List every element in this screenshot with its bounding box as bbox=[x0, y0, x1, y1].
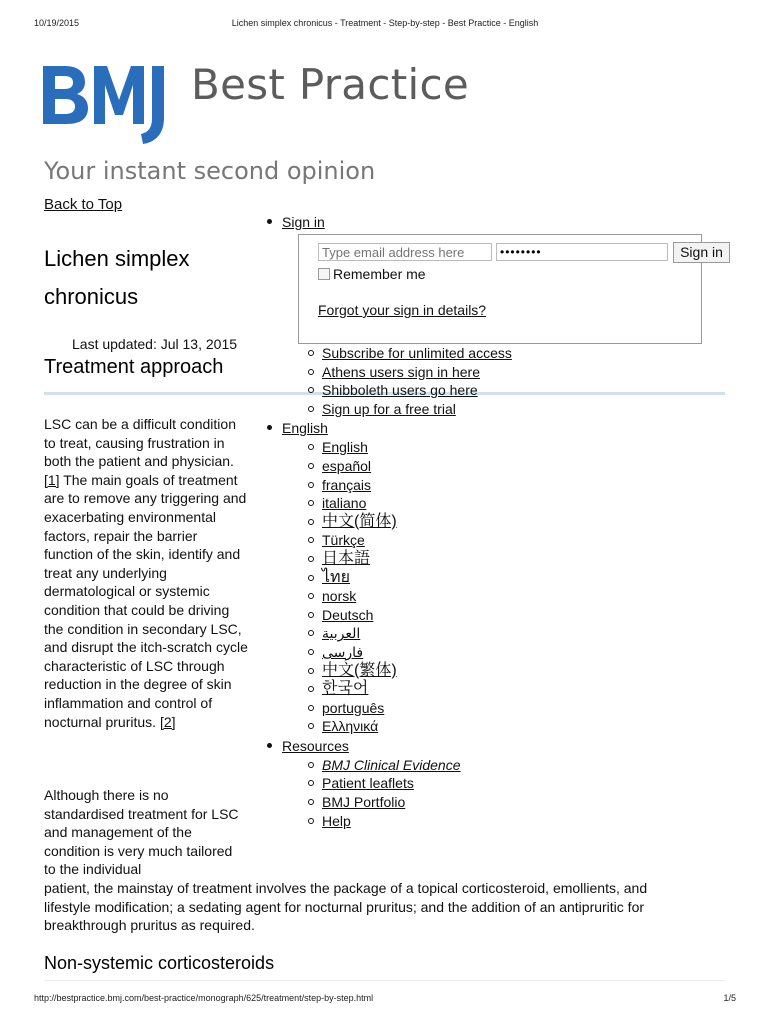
reference-link-1[interactable]: [1] bbox=[44, 471, 60, 488]
bullet-icon bbox=[308, 723, 314, 729]
language-link-deutsch[interactable]: Deutsch bbox=[322, 606, 374, 623]
para2-text-b: patient, the mainstay of treatment involves the package of a topical corticosteroid, emollients, and lifestyle modification; a sedating agent for nocturnal pruritus; and the addition of an antipruritic for breakthrough pruritus as required. bbox=[44, 879, 648, 934]
nav-language-link[interactable]: English bbox=[282, 420, 328, 437]
para2-text-a: Although there is no standardised treatment for LSC and management of the condition is very much tailored to the individual bbox=[44, 787, 239, 878]
side-navigation bbox=[262, 212, 732, 830]
bullet-icon bbox=[308, 537, 314, 543]
nav-language-group bbox=[262, 418, 732, 736]
language-link-espanol[interactable]: español bbox=[322, 457, 372, 474]
nav-signin-link[interactable]: Sign in bbox=[282, 214, 325, 230]
product-name: Best Practice bbox=[191, 60, 470, 109]
list-item bbox=[302, 494, 732, 513]
page-title bbox=[44, 240, 244, 316]
bullet-icon bbox=[308, 350, 314, 356]
list-item bbox=[302, 513, 732, 532]
bullet-icon bbox=[308, 762, 314, 768]
resources-list bbox=[302, 756, 732, 830]
bullet-icon bbox=[308, 463, 314, 469]
print-date: 10/19/2015 bbox=[34, 18, 80, 28]
help-link[interactable]: Help bbox=[322, 812, 351, 829]
reference-link-2[interactable]: [2] bbox=[159, 713, 176, 730]
bmj-logo[interactable] bbox=[43, 60, 469, 144]
bullet-icon bbox=[308, 686, 314, 692]
signin-form bbox=[298, 234, 723, 344]
paragraph-1 bbox=[44, 415, 249, 731]
last-updated: Last updated: Jul 13, 2015 bbox=[72, 336, 238, 352]
bullet-icon bbox=[308, 705, 314, 711]
bullet-icon bbox=[308, 482, 314, 488]
bullet-icon bbox=[308, 500, 314, 506]
nav-resources-link[interactable]: Resources bbox=[282, 737, 349, 754]
nav-resources-group bbox=[262, 736, 732, 830]
bullet-icon bbox=[308, 406, 314, 412]
list-item bbox=[302, 363, 732, 382]
bmj-portfolio-link[interactable]: BMJ Portfolio bbox=[322, 794, 406, 811]
list-item bbox=[302, 587, 732, 606]
signin-button[interactable]: Sign in bbox=[673, 242, 730, 263]
list-item bbox=[302, 438, 732, 457]
email-field[interactable] bbox=[318, 243, 492, 261]
athens-link[interactable]: Athens users sign in here bbox=[322, 363, 480, 380]
print-header bbox=[34, 18, 736, 28]
back-to-top-link[interactable]: Back to Top bbox=[44, 196, 123, 213]
list-item bbox=[302, 699, 732, 718]
language-link-italiano[interactable]: italiano bbox=[322, 495, 367, 512]
list-item bbox=[302, 793, 732, 812]
bullet-icon bbox=[308, 556, 314, 562]
list-item bbox=[302, 756, 732, 775]
language-link-turkce[interactable]: Türkçe bbox=[322, 532, 365, 549]
list-item bbox=[302, 812, 732, 831]
print-url: http://bestpractice.bmj.com/best-practice/monograph/625/treatment/step-by-step.html bbox=[34, 993, 374, 1003]
print-footer bbox=[34, 993, 736, 1003]
nav-signin-group bbox=[262, 212, 732, 418]
clinical-evidence-link[interactable]: BMJ Clinical Evidence bbox=[322, 756, 461, 773]
bullet-icon bbox=[308, 630, 314, 636]
remember-me-label: Remember me bbox=[333, 266, 426, 282]
print-page-number: 1/5 bbox=[723, 993, 736, 1003]
language-link-greek[interactable]: Ελληνικά bbox=[322, 718, 379, 735]
patient-leaflets-link[interactable]: Patient leaflets bbox=[322, 775, 414, 792]
bullet-icon bbox=[308, 575, 314, 581]
subscribe-link[interactable]: Subscribe for unlimited access bbox=[322, 345, 512, 361]
language-link-korean[interactable]: 한국어 bbox=[322, 680, 369, 698]
bullet-icon bbox=[308, 369, 314, 375]
language-link-english[interactable]: English bbox=[322, 439, 368, 456]
bullet-icon bbox=[308, 780, 314, 786]
bullet-icon bbox=[308, 612, 314, 618]
bullet-icon bbox=[308, 799, 314, 805]
list-item bbox=[302, 457, 732, 476]
language-link-farsi[interactable]: فارسی bbox=[322, 643, 364, 660]
list-item bbox=[302, 606, 732, 625]
bullet-icon bbox=[308, 444, 314, 450]
list-item bbox=[302, 476, 732, 495]
language-link-thai[interactable]: ไทย bbox=[322, 568, 350, 586]
language-link-francais[interactable]: français bbox=[322, 476, 372, 493]
bullet-icon bbox=[308, 818, 314, 824]
list-item bbox=[302, 774, 732, 793]
bullet-icon bbox=[267, 425, 272, 430]
list-item bbox=[302, 569, 732, 588]
password-field[interactable] bbox=[496, 243, 668, 261]
subsection-title: Non-systemic corticosteroids bbox=[44, 953, 275, 973]
bullet-icon bbox=[308, 649, 314, 655]
list-item bbox=[302, 643, 732, 662]
list-item bbox=[302, 717, 732, 736]
list-item bbox=[302, 531, 732, 550]
language-link-norsk[interactable]: norsk bbox=[322, 588, 357, 605]
bullet-icon bbox=[267, 219, 272, 224]
list-item bbox=[302, 344, 732, 363]
page-title-line2: chronicus bbox=[44, 284, 139, 309]
list-item bbox=[302, 550, 732, 569]
print-title: Lichen simplex chronicus - Treatment - Step-by-step - Best Practice - English bbox=[231, 18, 539, 28]
signin-options-list bbox=[302, 344, 732, 418]
section-title: Treatment approach bbox=[44, 356, 224, 378]
forgot-signin-link[interactable]: Forgot your sign in details? bbox=[318, 302, 487, 318]
remember-me[interactable] bbox=[318, 266, 426, 282]
free-trial-link[interactable]: Sign up for a free trial bbox=[322, 400, 456, 417]
bullet-icon bbox=[308, 668, 314, 674]
shibboleth-link[interactable]: Shibboleth users go here bbox=[322, 382, 478, 399]
list-item bbox=[302, 680, 732, 699]
language-link-chinese-simplified[interactable]: 中文(简体) bbox=[322, 512, 397, 530]
list-item bbox=[302, 662, 732, 681]
bullet-icon bbox=[267, 743, 272, 748]
language-link-japanese[interactable]: 日本語 bbox=[322, 549, 371, 567]
bullet-icon bbox=[308, 519, 314, 525]
bullet-icon bbox=[308, 387, 314, 393]
language-link-arabic[interactable]: العربية bbox=[322, 625, 361, 642]
list-item bbox=[302, 624, 732, 643]
bmj-logo-mark bbox=[43, 60, 179, 144]
list-item bbox=[302, 400, 732, 419]
remember-me-checkbox[interactable] bbox=[318, 268, 330, 280]
para1-text-b: The main goals of treatment are to remove any triggering and exacerbating environmental factors, repair the barrier function of the skin, identify and treat any underlying dermatological or systemic condition that could be driving the condition in secondary LSC, and disrupt the itch-scratch cycle characteristic of LSC through reduction in the degree of skin inflammation and control of nocturnal pruritus. bbox=[44, 471, 248, 730]
page-title-line1: Lichen simplex bbox=[44, 246, 190, 271]
tagline: Your instant second opinion bbox=[44, 157, 376, 185]
language-link-chinese-traditional[interactable]: 中文(繁体) bbox=[322, 661, 397, 679]
bullet-icon bbox=[308, 593, 314, 599]
language-link-portugues[interactable]: português bbox=[322, 699, 385, 716]
list-item bbox=[302, 381, 732, 400]
language-list bbox=[302, 438, 732, 736]
subsection-divider bbox=[44, 980, 725, 981]
para1-text-a: LSC can be a difficult condition to treat, causing frustration in both the patient and physician. bbox=[44, 416, 236, 470]
